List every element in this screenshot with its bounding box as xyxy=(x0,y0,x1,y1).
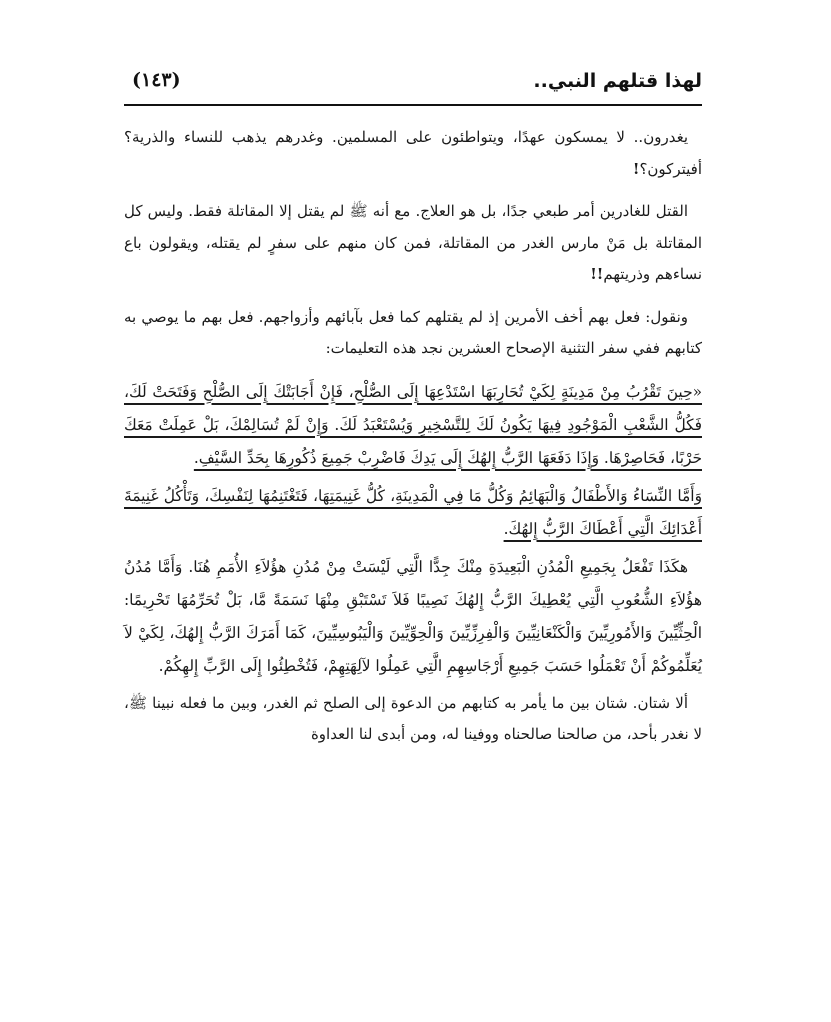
page-body xyxy=(124,122,702,762)
running-title: لهذا قتلهم النبي.. xyxy=(533,70,702,92)
paragraph: ونقول: فعل بهم أخف الأمرين إذ لم يقتلهم كما فعل بآبائهم وأزواجهم. فعل بهم ما يوصي به كتابهم ففي سفر التثنية الإصحاح العشرين نجد هذه التعليمات: xyxy=(124,307,702,357)
book-page xyxy=(124,60,702,1000)
running-header xyxy=(124,60,702,106)
bible-quote: هكَذَا تَفْعَلُ بِجَمِيعِ الْمُدُنِ الْبَعِيدَةِ مِنْكَ جِدًّا الَّتِي لَيْسَتْ مِنْ مُدُنِ هؤُلاَءِ الأُمَمِ هُنَا. وَأَمَّا مُدُنُ هؤُلاَءِ الشُّعُوبِ الَّتِي يُعْطِيكَ الرَّبُّ إِلهُكَ نَصِيبًا فَلاَ تَسْتَبْقِ مِنْهَا نَسَمَةً مَّا، بَلْ تُحَرِّمُهَا تَحْرِيمًا: الْحِثِّيِّينَ وَالأَمُورِيِّينَ وَالْكَنْعَانِيِّينَ وَالْفِرِزِّيِّينَ وَالْحِوِّيِّينَ وَالْيَبُوسِيِّينَ، كَمَا أَمَرَكَ الرَّبُّ إِلهُكَ، لِكَيْ لاَ يُعَلِّمُوكُمْ أَنْ تَعْمَلُوا حَسَبَ جَمِيعِ أَرْجَاسِهِمِ الَّتِي عَمِلُوا لآلِهَتِهِمْ، فَتُخْطِئُوا إِلَى الرَّبِّ إِلهِكُمْ. xyxy=(124,557,702,675)
bible-quote: «حِينَ تَقْرُبُ مِنْ مَدِينَةٍ لِكَيْ تُحَارِبَهَا اسْتَدْعِهَا إِلَى الصُّلْحِ، فَإِنْ أَجَابَتْكَ إِلَى الصُّلْحِ وَفَتَحَتْ لَكَ، فَكُلُّ الشَّعْبِ الْمَوْجُودِ فِيهَا يَكُونُ لَكَ لِلتَّسْخِيرِ وَيُسْتَعْبَدُ لَكَ. وَإِنْ لَمْ تُسَالِمْكَ، بَلْ عَمِلَتْ مَعَكَ حَرْبًا، فَحَاصِرْهَا. وَإِذَا دَفَعَهَا الرَّبُّ إِلهُكَ إِلَى يَدِكَ فَاضْرِبْ جَمِيعَ ذُكُورِهَا بِحَدِّ السَّيْفِ. xyxy=(124,382,702,467)
paragraph: القتل للغادرين أمر طبعي جدًا، بل هو العلاج. مع أنه ﷺ لم يقتل إلا المقاتلة فقط. وليس كل المقاتلة بل مَنْ مارس الغدر من المقاتلة، فمن كان منهم على سفرٍ لم يقتله، ويقولون باع نساءهم وذريتهم!! xyxy=(124,202,702,283)
page-number: (١٤٣) xyxy=(132,69,181,91)
paragraph: يغدرون.. لا يمسكون عهدًا، ويتواطئون على المسلمين. وغدرهم يذهب للنساء والذرية؟ أفيتركون؟! xyxy=(124,128,702,178)
closing-paragraph: ألا شتان. شتان بين ما يأمر به كتابهم من الدعوة إلى الصلح ثم الغدر، وبين ما فعله نبينا ﷺ، لا نغدر بأحد، من صالحنا صالحناه ووفينا له، ومن أبدى لنا العداوة xyxy=(124,693,702,743)
bible-quote: وَأَمَّا النِّسَاءُ وَالأَطْفَالُ وَالْبَهَائِمُ وَكُلُّ مَا فِي الْمَدِينَةِ، كُلُّ غَنِيمَتِهَا، فَتَغْتَنِمُهَا لِنَفْسِكَ، وَتَأْكُلُ غَنِيمَةَ أَعْدَائِكَ الَّتِي أَعْطَاكَ الرَّبُّ إِلهُكَ. xyxy=(124,486,702,538)
